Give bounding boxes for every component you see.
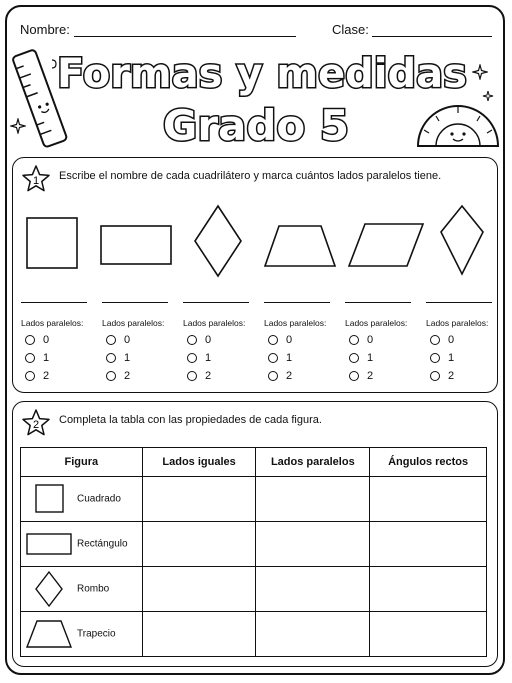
answer-cell[interactable] (256, 567, 370, 612)
answer-cell[interactable] (142, 567, 256, 612)
option-2[interactable]: 2 (187, 370, 211, 382)
radio-circle[interactable] (430, 353, 440, 363)
radio-circle[interactable] (106, 335, 116, 345)
table-header-row (21, 448, 487, 477)
answer-name-line[interactable] (426, 302, 492, 303)
radio-circle[interactable] (187, 353, 197, 363)
answer-cell[interactable] (142, 522, 256, 567)
option-0[interactable]: 0 (106, 334, 130, 346)
section-classify-quadrilaterals (12, 157, 498, 393)
trapezoid-shape (263, 224, 339, 270)
square-icon (33, 483, 73, 515)
column-header: Lados iguales (142, 448, 256, 477)
radio-circle[interactable] (268, 353, 278, 363)
column-header: Figura (21, 448, 143, 477)
rhombus-icon (33, 570, 73, 608)
option-0[interactable]: 0 (187, 334, 211, 346)
option-2[interactable]: 2 (349, 370, 373, 382)
option-1[interactable]: 1 (349, 352, 373, 364)
star-number-badge (21, 408, 51, 438)
figure-name: Trapecio (77, 628, 116, 640)
lados-paralelos-label: Lados paralelos: (102, 318, 165, 328)
lados-paralelos-label: Lados paralelos: (21, 318, 84, 328)
answer-cell[interactable] (142, 612, 256, 657)
figure-name: Rombo (77, 583, 110, 595)
lados-paralelos-label: Lados paralelos: (264, 318, 327, 328)
column-header: Ángulos rectos (370, 448, 487, 477)
lados-paralelos-label: Lados paralelos: (345, 318, 408, 328)
option-2[interactable]: 2 (25, 370, 49, 382)
radio-circle[interactable] (106, 353, 116, 363)
lados-paralelos-label: Lados paralelos: (426, 318, 489, 328)
answer-name-line[interactable] (21, 302, 87, 303)
radio-circle[interactable] (268, 335, 278, 345)
radio-circle[interactable] (106, 371, 116, 381)
kite-shape (439, 204, 487, 278)
radio-circle[interactable] (349, 371, 359, 381)
option-1[interactable]: 1 (430, 352, 454, 364)
answer-name-line[interactable] (264, 302, 330, 303)
option-1[interactable]: 1 (268, 352, 292, 364)
column-header: Lados paralelos (256, 448, 370, 477)
class-label: Clase: (332, 22, 369, 37)
name-field[interactable] (74, 36, 296, 37)
section-properties-table (12, 401, 498, 667)
radio-circle[interactable] (349, 335, 359, 345)
option-0[interactable]: 0 (268, 334, 292, 346)
sparkle-icon (10, 118, 26, 134)
radio-circle[interactable] (430, 335, 440, 345)
table-row (21, 522, 487, 567)
sparkle-icon (48, 58, 60, 70)
figure-name: Cuadrado (77, 493, 121, 505)
radio-circle[interactable] (25, 335, 35, 345)
answer-cell[interactable] (256, 612, 370, 657)
ruler-icon (10, 44, 72, 154)
option-2[interactable]: 2 (106, 370, 130, 382)
figure-cell (21, 522, 143, 567)
protractor-icon (414, 96, 502, 152)
option-0[interactable]: 0 (349, 334, 373, 346)
parallelogram-shape (347, 222, 427, 270)
rectangle-icon (25, 530, 75, 558)
radio-circle[interactable] (187, 371, 197, 381)
class-field[interactable] (372, 36, 492, 37)
rectangle-shape (99, 224, 175, 266)
figure-cell (21, 477, 143, 522)
instruction-text: Completa la tabla con las propiedades de cada figura. (59, 414, 322, 426)
table-row (21, 612, 487, 657)
figure-cell (21, 567, 143, 612)
radio-circle[interactable] (349, 353, 359, 363)
instruction-text: Escribe el nombre de cada cuadrilátero y marca cuántos lados paralelos tiene. (59, 170, 442, 182)
radio-circle[interactable] (430, 371, 440, 381)
option-2[interactable]: 2 (430, 370, 454, 382)
answer-cell[interactable] (370, 522, 487, 567)
radio-circle[interactable] (25, 371, 35, 381)
svg-text:1: 1 (32, 175, 40, 187)
radio-circle[interactable] (268, 371, 278, 381)
name-label: Nombre: (20, 22, 70, 37)
answer-cell[interactable] (256, 522, 370, 567)
square-shape (25, 216, 81, 270)
trapezoid-icon (25, 618, 75, 650)
properties-table (20, 447, 487, 657)
answer-name-line[interactable] (345, 302, 411, 303)
sparkle-icon (472, 64, 488, 80)
table-row (21, 477, 487, 522)
title-line2: Grado 5 (162, 101, 350, 150)
radio-circle[interactable] (187, 335, 197, 345)
rhombus-shape (193, 204, 245, 280)
figure-name: Rectángulo (77, 538, 128, 550)
option-1[interactable]: 1 (25, 352, 49, 364)
answer-name-line[interactable] (183, 302, 249, 303)
option-0[interactable]: 0 (25, 334, 49, 346)
option-0[interactable]: 0 (430, 334, 454, 346)
answer-cell[interactable] (370, 612, 487, 657)
radio-circle[interactable] (25, 353, 35, 363)
lados-paralelos-label: Lados paralelos: (183, 318, 246, 328)
option-1[interactable]: 1 (187, 352, 211, 364)
answer-name-line[interactable] (102, 302, 168, 303)
option-1[interactable]: 1 (106, 352, 130, 364)
answer-cell[interactable] (256, 477, 370, 522)
svg-text:2: 2 (32, 419, 40, 431)
star-number-badge (21, 164, 51, 194)
title-line1: Formas y medidas (57, 51, 467, 97)
answer-cell[interactable] (370, 477, 487, 522)
option-2[interactable]: 2 (268, 370, 292, 382)
table-row (21, 567, 487, 612)
answer-cell[interactable] (370, 567, 487, 612)
answer-cell[interactable] (142, 477, 256, 522)
figure-cell (21, 612, 143, 657)
